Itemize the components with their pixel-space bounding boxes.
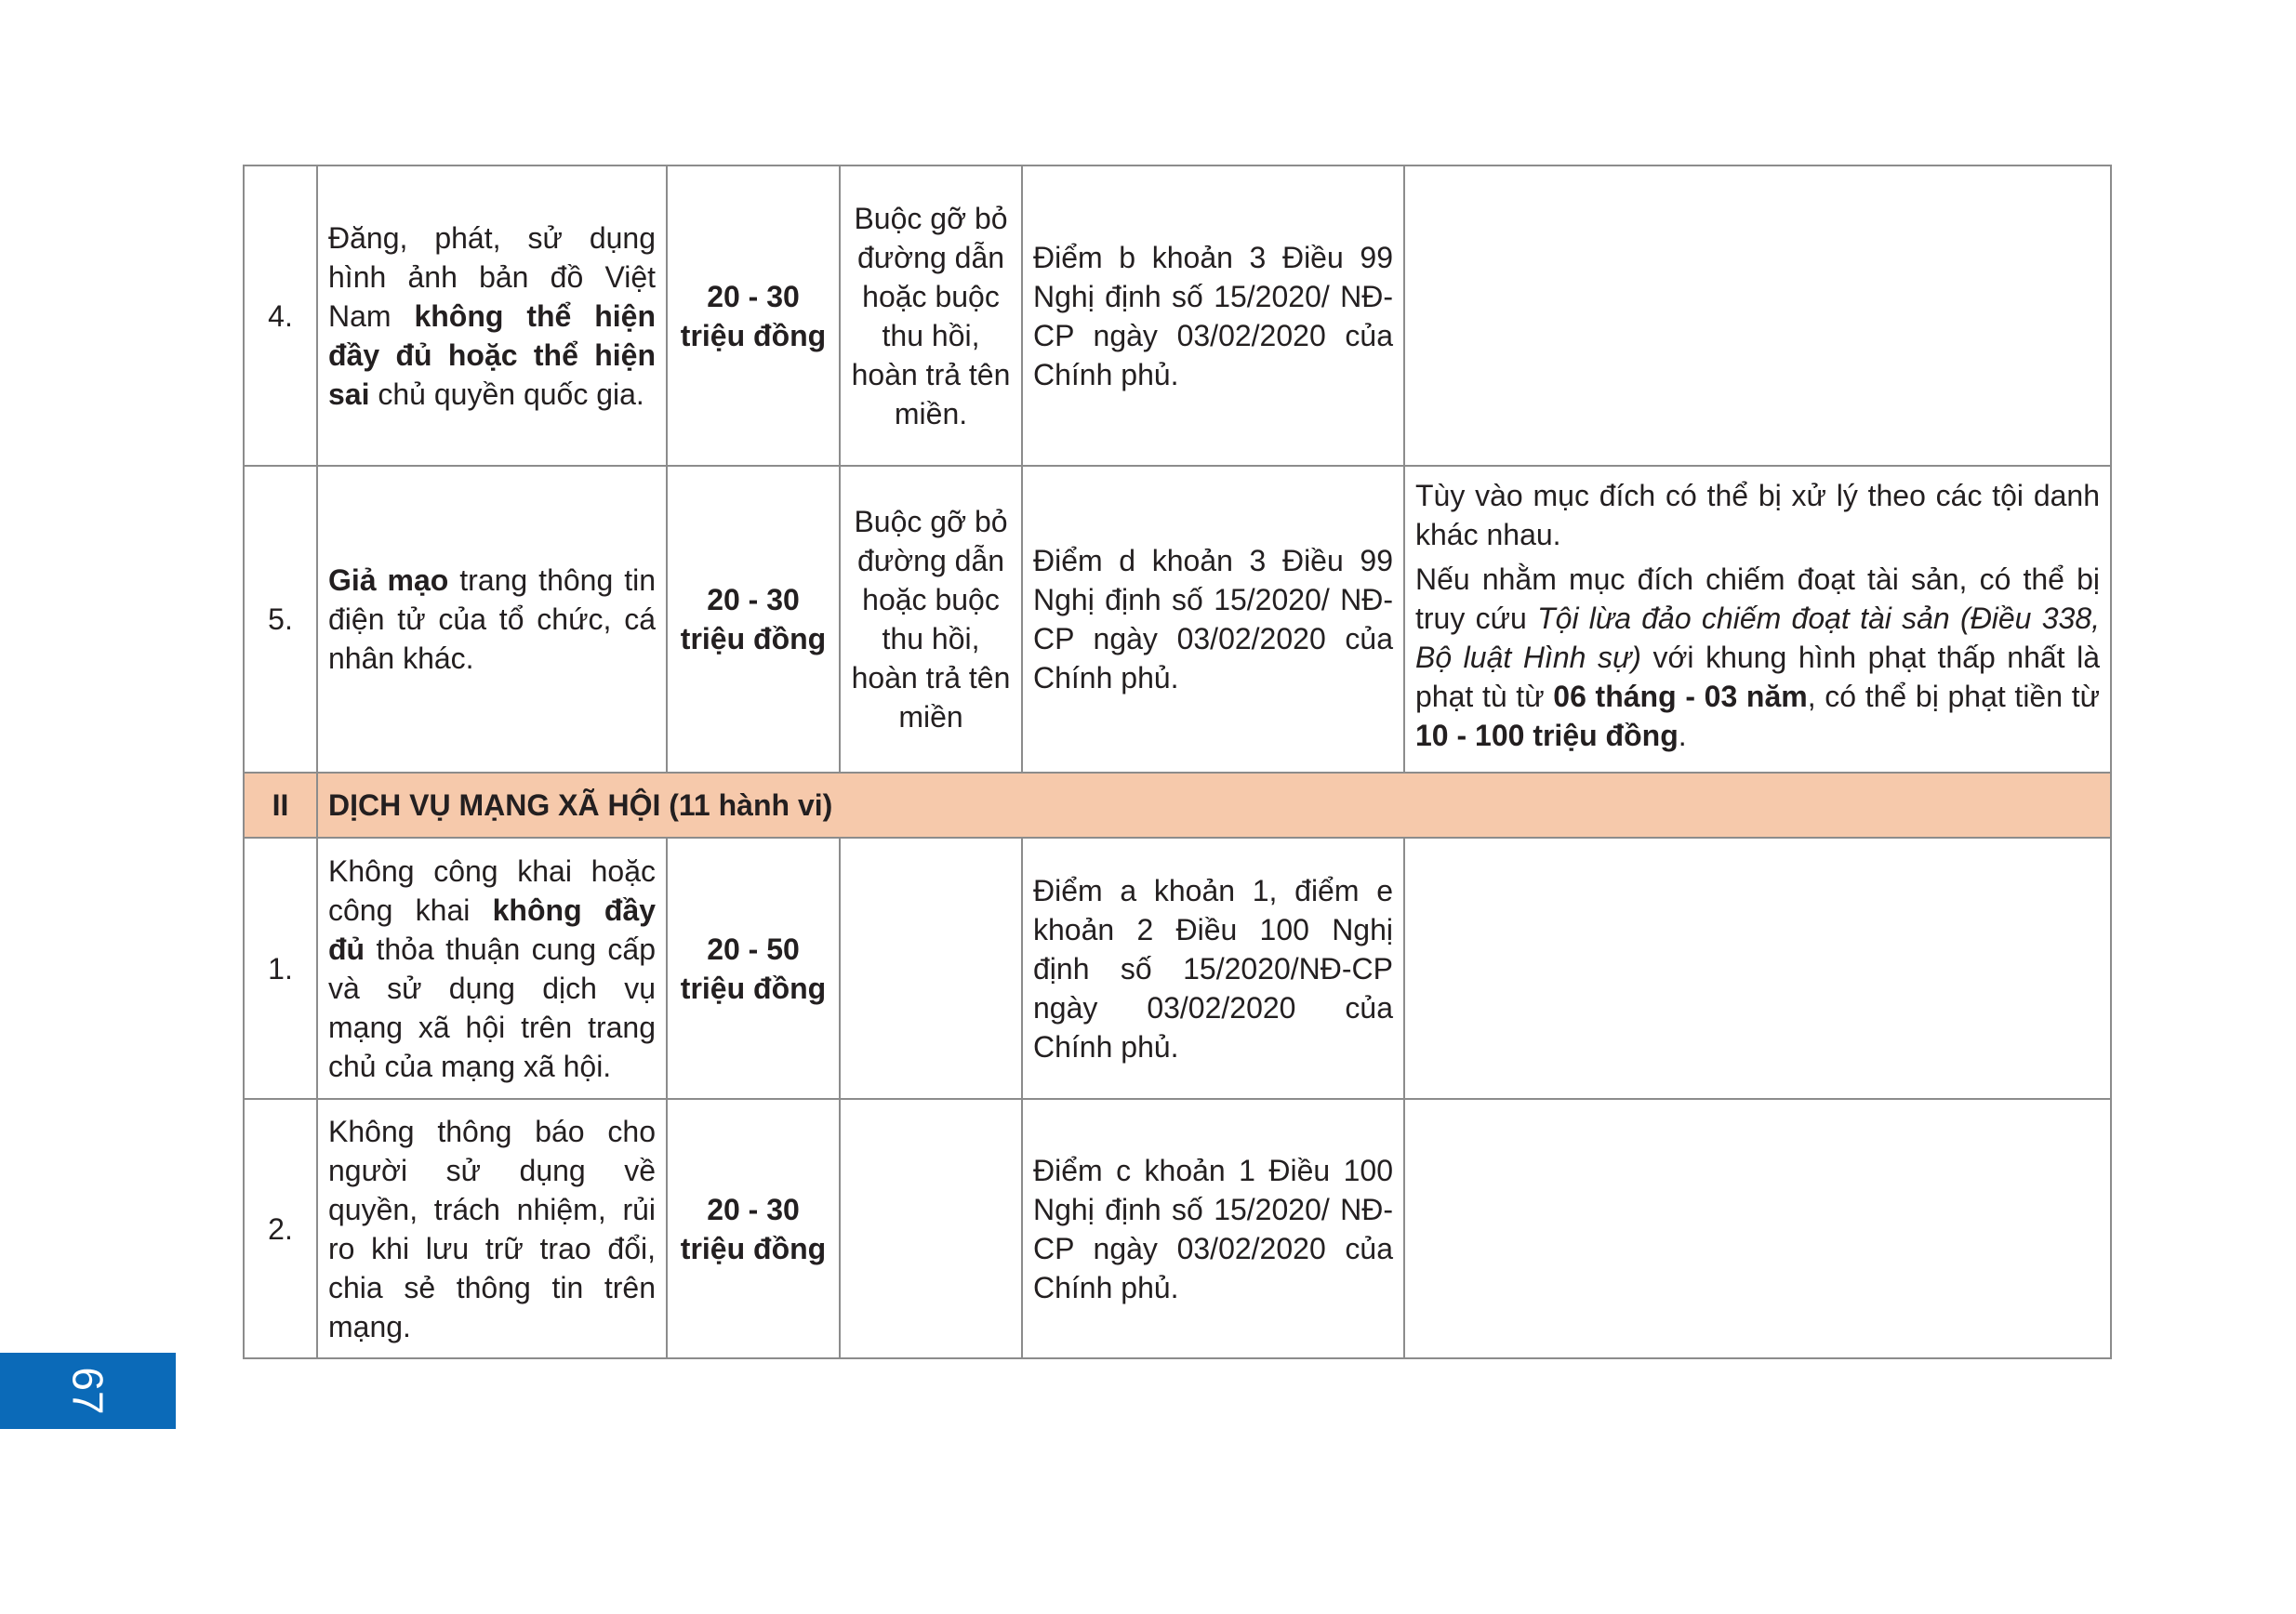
note-paragraph: Tùy vào mục đích có thể bị xử lý theo các tội danh khác nhau. xyxy=(1415,479,2100,551)
legal-basis: Điểm d khoản 3 Điều 99 Nghị định số 15/2020/ NĐ-CP ngày 03/02/2020 của Chính phủ. xyxy=(1022,466,1404,773)
table-row xyxy=(244,1099,2111,1358)
violation-description: Không công khai hoặc công khai không đầy đủ thỏa thuận cung cấp và sử dụng dịch vụ mạng xã hội trên trang chủ của mạng xã hội. xyxy=(317,838,667,1099)
section-number: II xyxy=(244,773,317,838)
row-number: 1. xyxy=(244,838,317,1099)
note-cell xyxy=(1404,1099,2111,1358)
remedy-measure xyxy=(840,838,1022,1099)
page-number: 67 xyxy=(63,1367,113,1415)
legal-basis: Điểm c khoản 1 Điều 100 Nghị định số 15/2020/ NĐ-CP ngày 03/02/2020 của Chính phủ. xyxy=(1022,1099,1404,1358)
violation-description: Giả mạo trang thông tin điện tử của tổ chức, cá nhân khác. xyxy=(317,466,667,773)
legal-basis: Điểm a khoản 1, điểm e khoản 2 Điều 100 Nghị định số 15/2020/NĐ-CP ngày 03/02/2020 của Chính phủ. xyxy=(1022,838,1404,1099)
fine-amount: 20 - 50 triệu đồng xyxy=(667,838,840,1099)
row-number: 4. xyxy=(244,165,317,466)
section-header-row xyxy=(244,773,2111,838)
legal-basis: Điểm b khoản 3 Điều 99 Nghị định số 15/2020/ NĐ-CP ngày 03/02/2020 của Chính phủ. xyxy=(1022,165,1404,466)
section-title: DỊCH VỤ MẠNG XÃ HỘI (11 hành vi) xyxy=(317,773,2111,838)
table-row xyxy=(244,165,2111,466)
violation-description: Đăng, phát, sử dụng hình ảnh bản đồ Việt Nam không thể hiện đầy đủ hoặc thể hiện sai chủ quyền quốc gia. xyxy=(317,165,667,466)
note-paragraph: Nếu nhằm mục đích chiếm đoạt tài sản, có thể bị truy cứu Tội lừa đảo chiếm đoạt tài sản (Điều 338, Bộ luật Hình sự) với khung hình phạt thấp nhất là phạt tù từ 06 tháng - 03 năm, có thể bị phạt tiền từ 10 - 100 triệu đồng. xyxy=(1415,562,2101,752)
violations-table xyxy=(243,165,2112,1359)
remedy-measure xyxy=(840,1099,1022,1358)
row-number: 2. xyxy=(244,1099,317,1358)
table-row xyxy=(244,838,2111,1099)
page-number-tab xyxy=(0,1353,176,1429)
row-number: 5. xyxy=(244,466,317,773)
remedy-measure: Buộc gỡ bỏ đường dẫn hoặc buộc thu hồi, hoàn trả tên miền xyxy=(840,466,1022,773)
table-row xyxy=(244,466,2111,773)
remedy-measure: Buộc gỡ bỏ đường dẫn hoặc buộc thu hồi, hoàn trả tên miền. xyxy=(840,165,1022,466)
fine-amount: 20 - 30 triệu đồng xyxy=(667,165,840,466)
note-cell xyxy=(1404,838,2111,1099)
fine-amount: 20 - 30 triệu đồng xyxy=(667,466,840,773)
note-cell xyxy=(1404,165,2111,466)
fine-amount: 20 - 30 triệu đồng xyxy=(667,1099,840,1358)
violation-description: Không thông báo cho người sử dụng về quyền, trách nhiệm, rủi ro khi lưu trữ trao đổi, chia sẻ thông tin trên mạng. xyxy=(317,1099,667,1358)
note-cell xyxy=(1404,466,2111,773)
